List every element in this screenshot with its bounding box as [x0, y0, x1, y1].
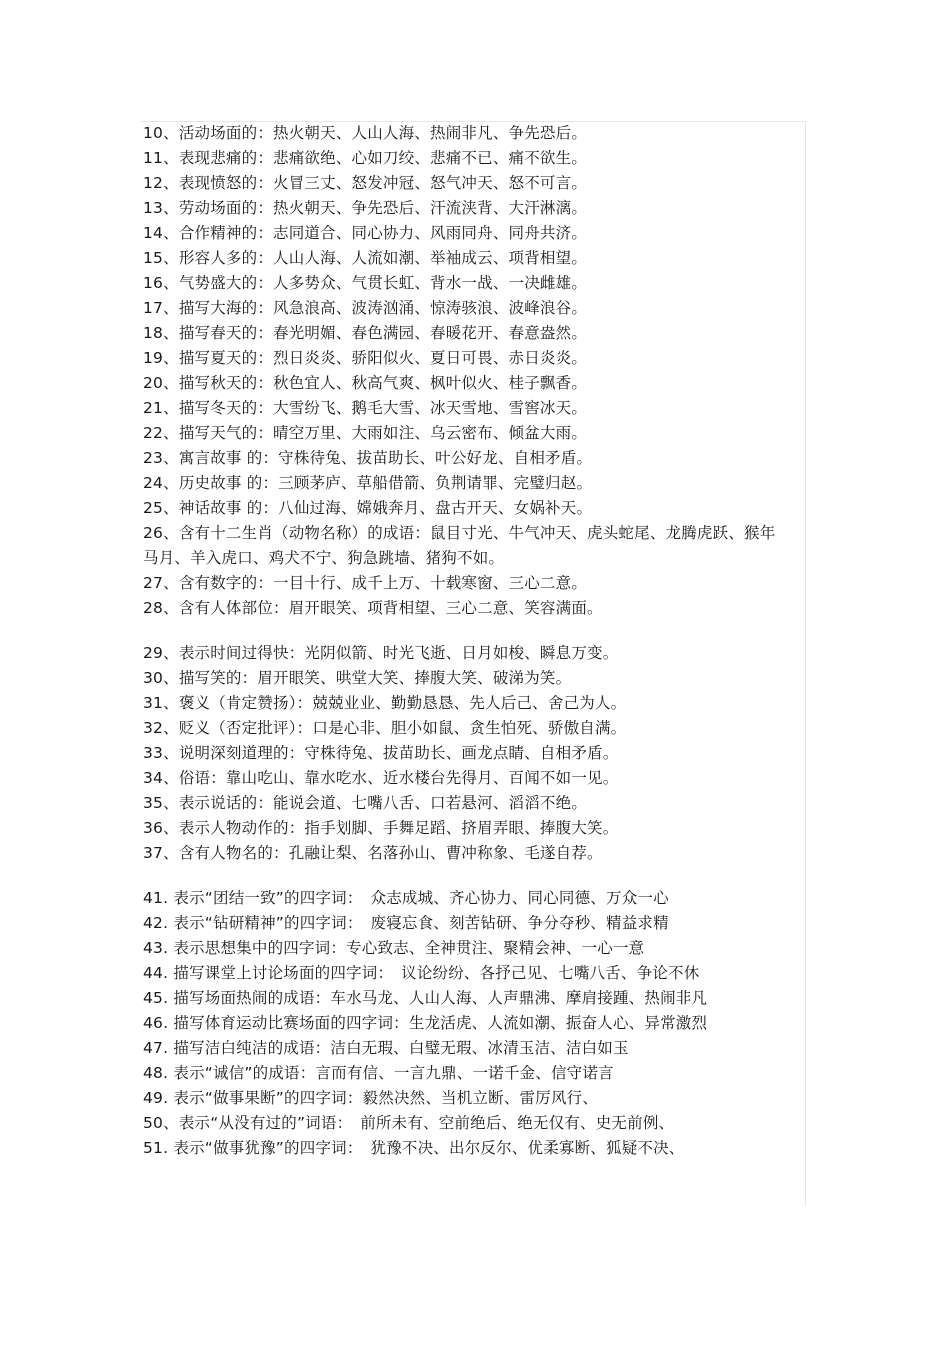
list-item: 34、俗语：靠山吃山、靠水吃水、近水楼台先得月、百闻不如一见。: [143, 769, 619, 787]
list-item: 21、描写冬天的：大雪纷飞、鹅毛大雪、冰天雪地、雪窖冰天。: [143, 399, 588, 417]
list-item: 51. 表示“做事犹豫”的四字词： 犹豫不决、出尔反尔、优柔寡断、狐疑不决、: [143, 1139, 685, 1157]
list-item: 29、表示时间过得快：光阴似箭、时光飞逝、日月如梭、瞬息万变。: [143, 644, 619, 662]
list-item: 18、描写春天的：春光明媚、春色满园、春暖花开、春意盎然。: [143, 324, 588, 342]
list-item: 37、含有人物名的：孔融让梨、名落孙山、曹冲称象、毛遂自荐。: [143, 844, 603, 862]
list-item: 15、形容人多的：人山人海、人流如潮、举袖成云、项背相望。: [143, 249, 588, 267]
list-item: 45. 描写场面热闹的成语：车水马龙、人山人海、人声鼎沸、摩肩接踵、热闹非凡: [143, 989, 708, 1007]
list-item: 28、含有人体部位：眉开眼笑、项背相望、三心二意、笑容满面。: [143, 599, 603, 617]
list-item: 48. 表示“诚信”的成语：言而有信、一言九鼎、一诺千金、信守诺言: [143, 1064, 614, 1082]
list-item: 20、描写秋天的：秋色宜人、秋高气爽、枫叶似火、桂子飘香。: [143, 374, 588, 392]
list-item: 11、表现悲痛的：悲痛欲绝、心如刀绞、悲痛不已、痛不欲生。: [143, 149, 588, 167]
list-item: 12、表现愤怒的：火冒三丈、怒发冲冠、怒气冲天、怒不可言。: [143, 174, 588, 192]
list-item: 46. 描写体育运动比赛场面的四字词：生龙活虎、人流如潮、振奋人心、异常激烈: [143, 1014, 708, 1032]
list-item: 16、气势盛大的：人多势众、气贯长虹、背水一战、一决雌雄。: [143, 274, 588, 292]
list-item: 43. 表示思想集中的四字词：专心致志、全神贯注、聚精会神、一心一意: [143, 939, 645, 957]
list-item: 32、贬义（否定批评）：口是心非、胆小如鼠、贪生怕死、骄傲自满。: [143, 719, 627, 737]
list-item: 26、含有十二生肖（动物名称）的成语：鼠目寸光、牛气冲天、虎头蛇尾、龙腾虎跃、猴年马月、羊入虎口、鸡犬不宁、狗急跳墙、猪狗不如。: [143, 524, 776, 567]
list-item: 42. 表示“钻研精神”的四字词： 废寝忘食、刻苦钻研、争分夺秒、精益求精: [143, 914, 669, 932]
section-spacer: [143, 866, 783, 886]
list-item: 22、描写天气的：晴空万里、大雨如注、乌云密布、倾盆大雨。: [143, 424, 588, 442]
list-item: 19、描写夏天的：烈日炎炎、骄阳似火、夏日可畏、赤日炎炎。: [143, 349, 588, 367]
list-item: 44. 描写课堂上讨论场面的四字词： 议论纷纷、各抒己见、七嘴八舌、争论不休: [143, 964, 700, 982]
list-item: 14、合作精神的：志同道合、同心协力、风雨同舟、同舟共济。: [143, 224, 588, 242]
list-item: 41. 表示“团结一致”的四字词： 众志成城、齐心协力、同心同德、万众一心: [143, 889, 669, 907]
list-item: 27、含有数字的：一目十行、成千上万、十载寒窗、三心二意。: [143, 574, 588, 592]
list-item: 10、活动场面的：热火朝天、人山人海、热闹非凡、争先恐后。: [143, 124, 588, 142]
list-item: 25、神话故事 的：八仙过海、嫦娥奔月、盘古开天、女娲补天。: [143, 499, 593, 517]
list-item: 49. 表示“做事果断”的四字词：毅然决然、当机立断、雷厉风行、: [143, 1089, 599, 1107]
list-item: 23、寓言故事 的：守株待兔、拔苗助长、叶公好龙、自相矛盾。: [143, 449, 593, 467]
document-page: [140, 121, 806, 1206]
idiom-list: [143, 121, 783, 1161]
list-item: 50、表示“从没有过的”词语： 前所未有、空前绝后、绝无仅有、史无前例、: [143, 1114, 675, 1132]
list-item: 47. 描写洁白纯洁的成语：洁白无瑕、白璧无瑕、冰清玉洁、洁白如玉: [143, 1039, 629, 1057]
list-item: 17、描写大海的：风急浪高、波涛汹涌、惊涛骇浪、波峰浪谷。: [143, 299, 588, 317]
list-item: 13、劳动场面的：热火朝天、争先恐后、汗流浃背、大汗淋漓。: [143, 199, 588, 217]
list-item: 30、描写笑的：眉开眼笑、哄堂大笑、捧腹大笑、破涕为笑。: [143, 669, 572, 687]
list-item: 35、表示说话的：能说会道、七嘴八舌、口若悬河、滔滔不绝。: [143, 794, 588, 812]
list-item: 24、历史故事 的：三顾茅庐、草船借箭、负荆请罪、完璧归赵。: [143, 474, 593, 492]
list-item: 31、褒义（肯定赞扬）：兢兢业业、勤勤恳恳、先人后己、舍己为人。: [143, 694, 627, 712]
section-spacer: [143, 621, 783, 641]
list-item: 36、表示人物动作的：指手划脚、手舞足蹈、挤眉弄眼、捧腹大笑。: [143, 819, 619, 837]
list-item: 33、说明深刻道理的：守株待兔、拔苗助长、画龙点睛、自相矛盾。: [143, 744, 619, 762]
